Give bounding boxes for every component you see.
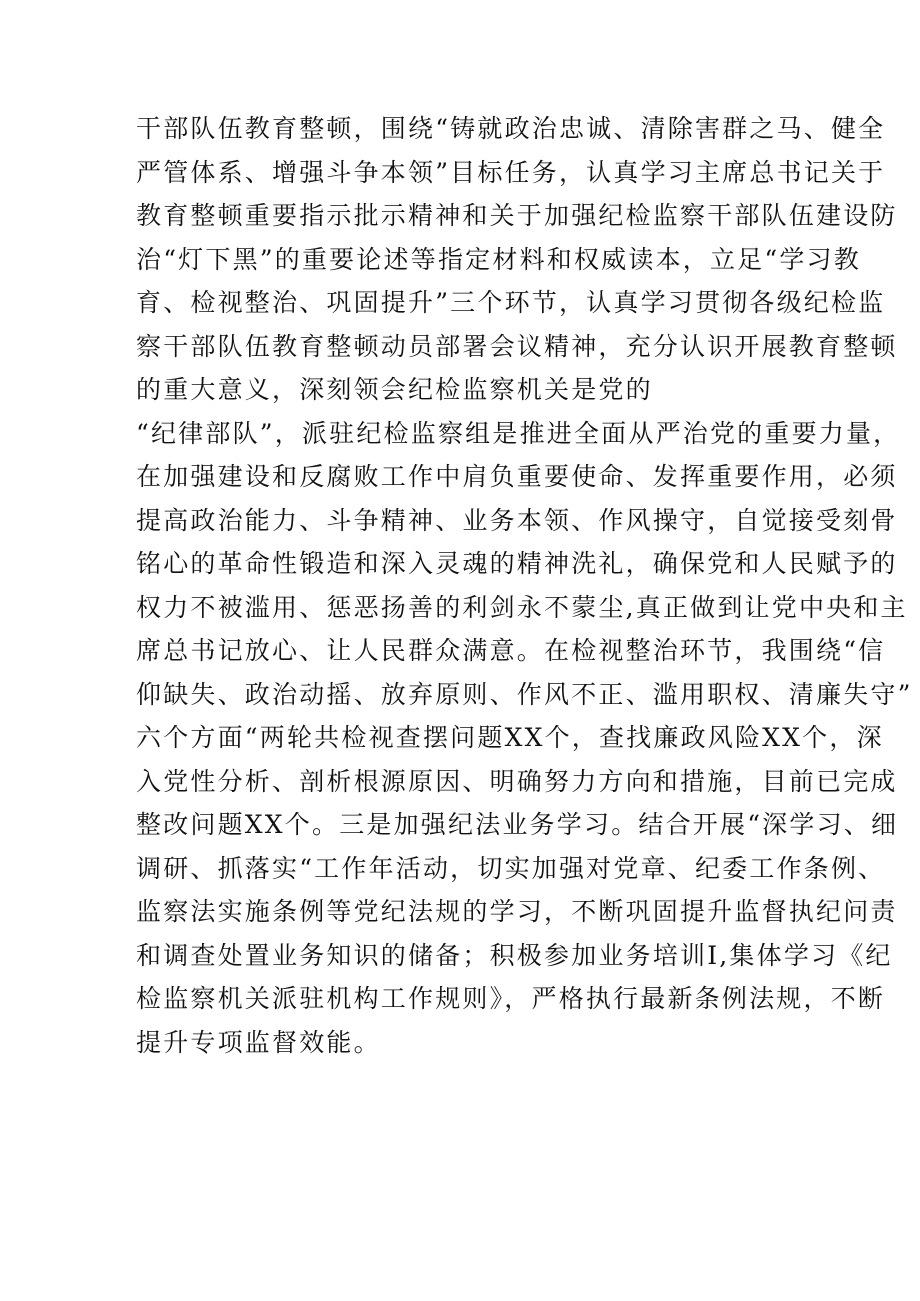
text-line: 入党性分析、剖析根源原因、明确努力方向和措施，目前已完成 <box>136 766 898 796</box>
text-line: 的重大意义，深刻领会纪检监察机关是党的 <box>136 375 653 404</box>
text-line: 育、检视整治、巩固提升”三个环节，认真学习贯彻各级纪检监 <box>136 288 886 317</box>
text-line: 治“灯下黑”的重要论述等指定材料和权威读本，立足“学习教 <box>136 244 861 274</box>
text-line: 在加强建设和反腐败工作中肩负重要使命、发挥重要作用，必须 <box>136 462 898 491</box>
document-body <box>136 107 913 1064</box>
text-line: 干部队伍教育整顿，围绕“铸就政治忠诚、清除害群之马、健全 <box>136 114 886 143</box>
paragraph-1 <box>136 107 898 412</box>
text-line: 严管体系、增强斗争本领”目标任务，认真学习主席总书记关于 <box>136 157 886 187</box>
text-line: 提高政治能力、斗争精神、业务本领、作风操守，自觉接受刻骨 <box>136 505 898 535</box>
text-line: 仰缺失、政治动摇、放弃原则、作风不正、滥用职权、清廉失守” <box>136 679 913 709</box>
text-line: “纪律部队”，派驻纪检监察组是推进全面从严治党的重要力量， <box>136 418 901 448</box>
text-line: 六个方面“两轮共检视查摆问题XX个，查找廉政风险XX个，深 <box>136 723 884 752</box>
text-line: 检监察机关派驻机构工作规则》，严格执行最新条例法规，不断 <box>136 984 886 1013</box>
text-line: 察干部队伍教育整顿动员部署会议精神，充分认识开展教育整顿 <box>136 331 898 361</box>
text-line: 教育整顿重要指示批示精神和关于加强纪检监察干部队伍建设防 <box>136 201 898 230</box>
text-line: 整改问题XX个。三是加强纪法业务学习。结合开展“深学习、细 <box>136 810 899 839</box>
text-line: 和调查处置业务知识的储备；积极参加业务培训I,集体学习《纪 <box>136 940 893 970</box>
text-line: 席总书记放心、让人民群众满意。在检视整治环节，我围绕“信 <box>136 636 886 665</box>
text-line: 调研、抓落实“工作年活动，切实加强对党章、纪委工作条例、 <box>136 853 886 883</box>
text-line: 铭心的革命性锻造和深入灵魂的精神洗礼，确保党和人民赋予的 <box>136 549 898 578</box>
text-line: 监察法实施条例等党纪法规的学习，不断巩固提升监督执纪问责 <box>136 897 898 926</box>
paragraph-2 <box>136 412 913 1065</box>
text-line: 权力不被滥用、惩恶扬善的利剑永不蒙尘,真正做到让党中央和主 <box>136 592 908 622</box>
text-line: 提升专项监督效能。 <box>136 1027 381 1057</box>
